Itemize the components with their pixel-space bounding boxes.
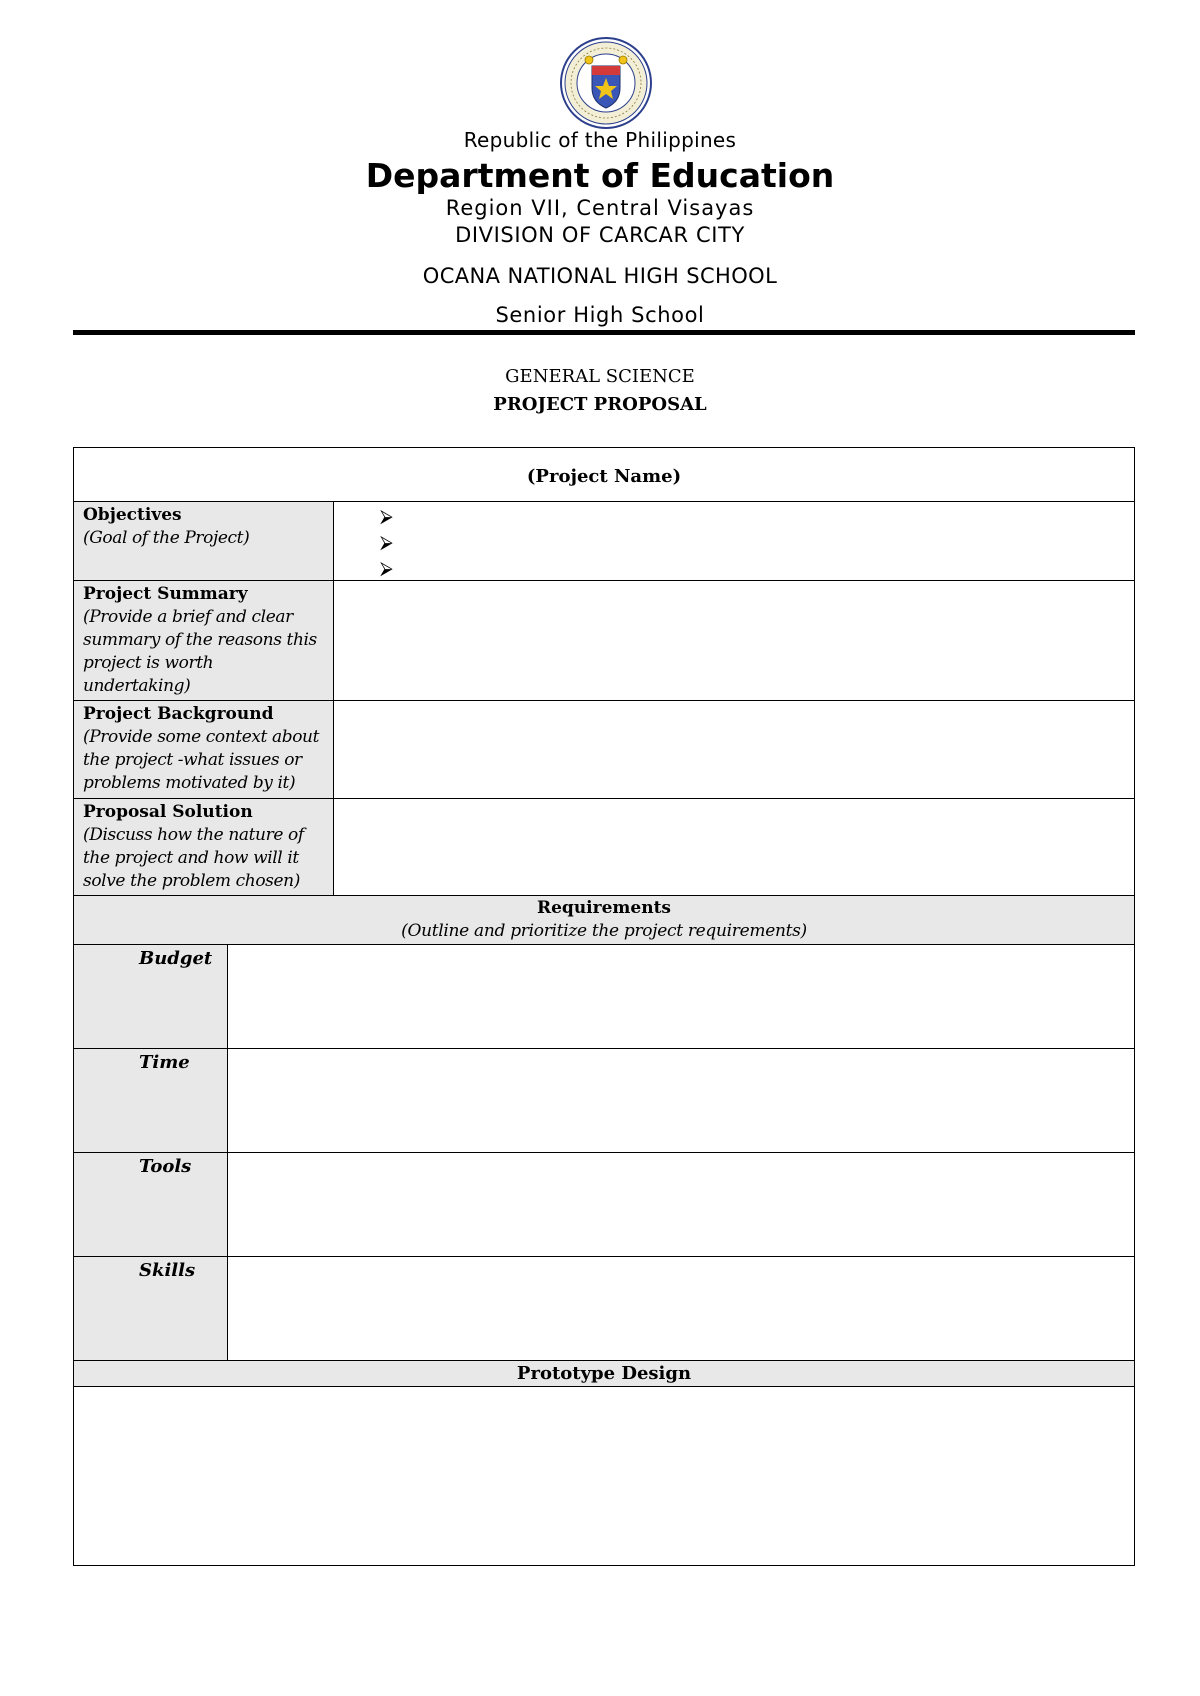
background-input-cell[interactable] xyxy=(334,701,1134,798)
background-description: (Provide some context about the project -what issues or problems motivated by it) xyxy=(83,727,320,793)
column-divider xyxy=(333,501,334,895)
skills-input-cell[interactable] xyxy=(228,1257,1134,1360)
budget-label-cell xyxy=(74,945,227,1048)
objectives-label: Objectives xyxy=(83,505,182,525)
solution-label-cell xyxy=(74,799,333,895)
summary-input-cell[interactable] xyxy=(334,581,1134,700)
objectives-input-cell[interactable] xyxy=(334,502,1134,580)
tools-label-cell xyxy=(74,1153,227,1256)
header-divider xyxy=(73,330,1135,335)
department-title: Department of Education xyxy=(365,156,835,195)
solution-description: (Discuss how the nature of the project and how will it solve the problem chosen) xyxy=(83,825,304,891)
budget-label: Budget xyxy=(139,948,213,969)
time-label: Time xyxy=(139,1052,190,1073)
time-label-cell xyxy=(74,1049,227,1152)
objectives-label-cell xyxy=(74,502,333,580)
subject-line: GENERAL SCIENCE xyxy=(505,366,695,387)
republic-line: Republic of the Philippines xyxy=(463,128,737,152)
requirements-description: (Outline and prioritize the project requirements) xyxy=(401,921,807,941)
school-name: OCANA NATIONAL HIGH SCHOOL xyxy=(422,264,778,288)
project-name-field[interactable]: (Project Name) xyxy=(526,466,682,487)
document-title: PROJECT PROPOSAL xyxy=(493,394,707,415)
budget-input-cell[interactable] xyxy=(228,945,1134,1048)
background-label-cell xyxy=(74,701,333,798)
proposal-form xyxy=(73,447,1135,1566)
requirements-label: Requirements xyxy=(536,898,671,918)
region-line: Region VII, Central Visayas xyxy=(445,196,755,220)
skills-label: Skills xyxy=(139,1260,196,1281)
prototype-label: Prototype Design xyxy=(516,1363,692,1384)
requirements-header xyxy=(74,896,1134,944)
summary-label-cell xyxy=(74,581,333,700)
summary-description: (Provide a brief and clear summary of the reasons this project is worth undertaking) xyxy=(83,607,317,696)
division-line: DIVISION OF CARCAR CITY xyxy=(455,223,745,247)
deped-seal-logo xyxy=(559,36,653,130)
prototype-design-area[interactable] xyxy=(74,1387,1134,1565)
time-input-cell[interactable] xyxy=(228,1049,1134,1152)
tools-label: Tools xyxy=(139,1156,192,1177)
objective-bullet-icon: ⮚ xyxy=(380,532,393,553)
solution-label: Proposal Solution xyxy=(83,802,253,822)
summary-label: Project Summary xyxy=(83,584,248,604)
solution-input-cell[interactable] xyxy=(334,799,1134,895)
objective-bullet-icon: ⮚ xyxy=(380,558,393,579)
tools-input-cell[interactable] xyxy=(228,1153,1134,1256)
column-divider xyxy=(227,944,228,1360)
program-name: Senior High School xyxy=(495,303,705,327)
objective-bullet-icon: ⮚ xyxy=(380,506,393,527)
background-label: Project Background xyxy=(83,704,274,724)
prototype-header xyxy=(74,1361,1134,1386)
skills-label-cell xyxy=(74,1257,227,1360)
objectives-description: (Goal of the Project) xyxy=(83,528,250,548)
